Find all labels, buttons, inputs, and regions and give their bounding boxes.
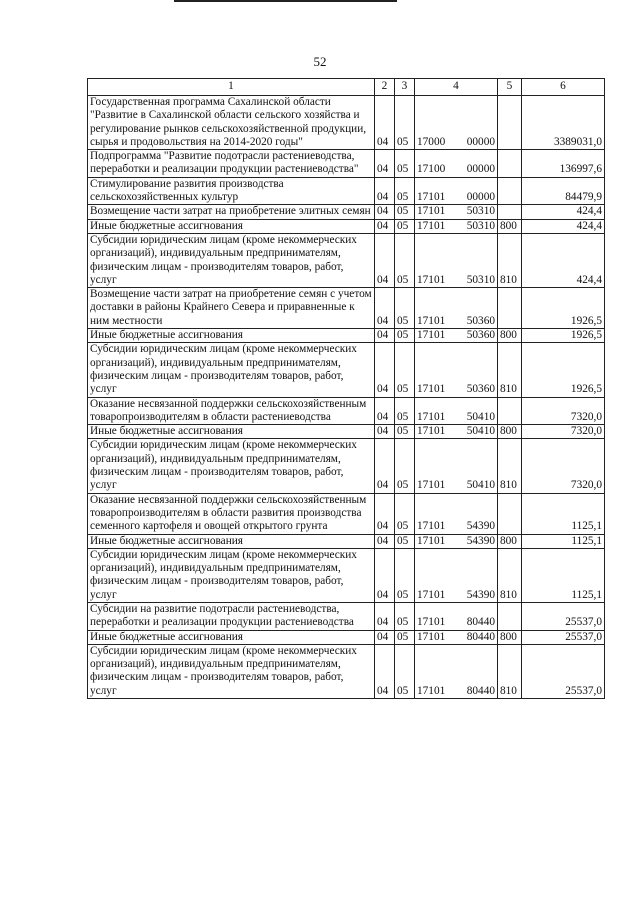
row-name: Оказание несвязанной поддержки сельскохозяйственным товаропроизводителям в области растениеводства — [90, 397, 367, 423]
row-target-article — [415, 425, 498, 439]
table-row — [88, 644, 605, 698]
table-row — [88, 329, 605, 343]
row-section: 04 — [375, 397, 395, 425]
row-name: Субсидии юридическим лицам (кроме некоммерческих организаций), индивидуальным предпринимателям, физическим лицам - производителям товаров, работ, услуг — [90, 548, 357, 601]
table-row — [88, 343, 605, 397]
row-program-code: 17101 — [417, 588, 446, 601]
row-expense-type: 810 — [498, 644, 522, 698]
row-name: Субсидии юридическим лицам (кроме некоммерческих организаций), индивидуальным предпринимателям, физическим лицам - производителям товаров, работ, услуг — [90, 644, 357, 697]
row-direction-code: 80440 — [466, 630, 495, 643]
row-section: 04 — [375, 205, 395, 219]
column-header: 2 — [375, 79, 395, 96]
row-name-cell — [88, 233, 375, 287]
row-subsection: 05 — [395, 397, 415, 425]
table-row — [88, 96, 605, 150]
row-section: 04 — [375, 343, 395, 397]
row-subsection: 05 — [395, 630, 415, 644]
row-target-article — [415, 602, 498, 630]
row-direction-code: 80440 — [466, 684, 495, 697]
row-program-code: 17101 — [417, 630, 446, 643]
row-name: Иные бюджетные ассигнования — [90, 425, 243, 438]
row-name: Возмещение части затрат на приобретение семян с учетом доставки в районы Крайнего Севера и приравненные к ним местности — [90, 288, 372, 327]
row-expense-type: 800 — [498, 329, 522, 343]
row-expense-type — [498, 177, 522, 205]
row-direction-code: 50410 — [466, 410, 495, 423]
row-direction-code: 00000 — [466, 163, 495, 176]
row-subsection: 05 — [395, 150, 415, 178]
row-expense-type: 800 — [498, 219, 522, 233]
row-subsection: 05 — [395, 548, 415, 602]
table-row — [88, 534, 605, 548]
row-program-code: 17101 — [417, 534, 446, 547]
row-program-code: 17101 — [417, 684, 446, 697]
row-section: 04 — [375, 602, 395, 630]
top-rule — [174, 0, 397, 2]
row-expense-type — [498, 397, 522, 425]
row-section: 04 — [375, 150, 395, 178]
row-subsection: 05 — [395, 425, 415, 439]
row-expense-type: 800 — [498, 425, 522, 439]
row-expense-type — [498, 205, 522, 219]
table-row — [88, 548, 605, 602]
row-program-code: 17100 — [417, 163, 446, 176]
row-subsection: 05 — [395, 343, 415, 397]
row-subsection: 05 — [395, 96, 415, 150]
row-program-code: 17101 — [417, 383, 446, 396]
row-name: Иные бюджетные ассигнования — [90, 534, 243, 547]
row-amount: 1125,1 — [522, 493, 605, 534]
row-amount: 1125,1 — [522, 548, 605, 602]
row-program-code: 17101 — [417, 191, 446, 204]
table-row — [88, 219, 605, 233]
row-subsection: 05 — [395, 288, 415, 329]
row-section: 04 — [375, 329, 395, 343]
row-name: Субсидии юридическим лицам (кроме некоммерческих организаций), индивидуальным предпринимателям, физическим лицам - производителям товаров, работ, услуг — [90, 343, 357, 396]
row-target-article — [415, 150, 498, 178]
row-direction-code: 50360 — [466, 383, 495, 396]
table-row — [88, 630, 605, 644]
row-target-article — [415, 548, 498, 602]
row-target-article — [415, 177, 498, 205]
row-name-cell — [88, 96, 375, 150]
row-target-article — [415, 534, 498, 548]
row-program-code: 17101 — [417, 219, 446, 232]
row-expense-type: 810 — [498, 548, 522, 602]
row-amount: 7320,0 — [522, 425, 605, 439]
row-target-article — [415, 96, 498, 150]
table-row — [88, 150, 605, 178]
row-subsection: 05 — [395, 602, 415, 630]
row-section: 04 — [375, 630, 395, 644]
table-row — [88, 425, 605, 439]
row-subsection: 05 — [395, 205, 415, 219]
table-row — [88, 397, 605, 425]
row-name-cell — [88, 644, 375, 698]
row-subsection: 05 — [395, 439, 415, 493]
row-direction-code: 50310 — [466, 273, 495, 286]
row-section: 04 — [375, 425, 395, 439]
table-row — [88, 493, 605, 534]
row-name-cell — [88, 219, 375, 233]
row-target-article — [415, 630, 498, 644]
row-amount: 25537,0 — [522, 644, 605, 698]
table-row — [88, 233, 605, 287]
row-subsection: 05 — [395, 534, 415, 548]
row-section: 04 — [375, 534, 395, 548]
row-program-code: 17101 — [417, 273, 446, 286]
row-expense-type — [498, 150, 522, 178]
row-amount: 1926,5 — [522, 343, 605, 397]
row-expense-type: 810 — [498, 233, 522, 287]
row-program-code: 17101 — [417, 410, 446, 423]
table-row — [88, 439, 605, 493]
row-section: 04 — [375, 644, 395, 698]
row-target-article — [415, 493, 498, 534]
row-direction-code: 54390 — [466, 520, 495, 533]
row-subsection: 05 — [395, 644, 415, 698]
row-target-article — [415, 329, 498, 343]
row-name-cell — [88, 548, 375, 602]
row-section: 04 — [375, 548, 395, 602]
row-subsection: 05 — [395, 233, 415, 287]
row-amount: 1125,1 — [522, 534, 605, 548]
row-amount: 7320,0 — [522, 397, 605, 425]
row-name-cell — [88, 343, 375, 397]
row-amount: 424,4 — [522, 233, 605, 287]
row-expense-type — [498, 602, 522, 630]
row-name-cell — [88, 425, 375, 439]
row-direction-code: 54390 — [466, 588, 495, 601]
row-direction-code: 50360 — [466, 314, 495, 327]
row-direction-code: 54390 — [466, 534, 495, 547]
row-amount: 25537,0 — [522, 630, 605, 644]
row-direction-code: 00000 — [466, 191, 495, 204]
row-subsection: 05 — [395, 219, 415, 233]
column-header: 1 — [88, 79, 375, 96]
row-target-article — [415, 205, 498, 219]
row-target-article — [415, 233, 498, 287]
row-target-article — [415, 219, 498, 233]
row-program-code: 17101 — [417, 205, 446, 218]
row-name-cell — [88, 397, 375, 425]
row-name: Государственная программа Сахалинской области "Развитие в Сахалинской области сельского хозяйства и регулирование рынков сельскохозяйственной продукции, сырья и продовольствия на 2014-2020 годы" — [90, 96, 367, 148]
row-expense-type: 810 — [498, 343, 522, 397]
row-amount: 84479,9 — [522, 177, 605, 205]
row-name: Оказание несвязанной поддержки сельскохозяйственным товаропроизводителям в области развития производства семенного картофеля и овощей открытого грунта — [90, 493, 367, 533]
row-name: Иные бюджетные ассигнования — [90, 630, 243, 643]
row-target-article — [415, 439, 498, 493]
row-section: 04 — [375, 493, 395, 534]
table-row — [88, 177, 605, 205]
row-amount: 136997,6 — [522, 150, 605, 178]
row-section: 04 — [375, 177, 395, 205]
row-name-cell — [88, 329, 375, 343]
row-program-code: 17101 — [417, 616, 446, 629]
row-name: Стимулирование развития производства сельскохозяйственных культур — [90, 177, 284, 204]
row-target-article — [415, 288, 498, 329]
row-direction-code: 50410 — [466, 479, 495, 492]
row-name-cell — [88, 493, 375, 534]
row-target-article — [415, 343, 498, 397]
page-number: 52 — [313, 54, 327, 69]
row-section: 04 — [375, 288, 395, 329]
row-subsection: 05 — [395, 493, 415, 534]
row-amount: 424,4 — [522, 219, 605, 233]
row-name-cell — [88, 534, 375, 548]
row-program-code: 17000 — [417, 135, 446, 148]
row-section: 04 — [375, 96, 395, 150]
row-expense-type — [498, 288, 522, 329]
column-header: 3 — [395, 79, 415, 96]
row-name-cell — [88, 177, 375, 205]
row-name-cell — [88, 630, 375, 644]
row-expense-type — [498, 493, 522, 534]
row-direction-code: 50310 — [466, 205, 495, 218]
budget-table — [87, 78, 605, 699]
row-amount: 7320,0 — [522, 439, 605, 493]
row-expense-type: 800 — [498, 630, 522, 644]
row-name: Иные бюджетные ассигнования — [90, 329, 243, 342]
row-name-cell — [88, 439, 375, 493]
row-name: Субсидии юридическим лицам (кроме некоммерческих организаций), индивидуальным предпринимателям, физическим лицам - производителям товаров, работ, услуг — [90, 233, 357, 286]
row-name-cell — [88, 602, 375, 630]
row-direction-code: 50360 — [466, 329, 495, 342]
row-direction-code: 50410 — [466, 425, 495, 438]
row-program-code: 17101 — [417, 329, 446, 342]
row-name-cell — [88, 150, 375, 178]
row-direction-code: 80440 — [466, 616, 495, 629]
table-row — [88, 602, 605, 630]
row-target-article — [415, 644, 498, 698]
row-name-cell — [88, 288, 375, 329]
row-name-cell — [88, 205, 375, 219]
row-name: Субсидии на развитие подотрасли растениеводства, переработки и реализации продукции растениеводства — [90, 602, 354, 629]
row-section: 04 — [375, 439, 395, 493]
column-header: 4 — [415, 79, 498, 96]
row-expense-type: 810 — [498, 439, 522, 493]
row-amount: 424,4 — [522, 205, 605, 219]
row-amount: 1926,5 — [522, 329, 605, 343]
row-program-code: 17101 — [417, 520, 446, 533]
column-header: 6 — [522, 79, 605, 96]
row-name: Иные бюджетные ассигнования — [90, 219, 243, 232]
row-amount: 25537,0 — [522, 602, 605, 630]
row-direction-code: 50310 — [466, 219, 495, 232]
row-section: 04 — [375, 219, 395, 233]
row-target-article — [415, 397, 498, 425]
table-row — [88, 205, 605, 219]
row-amount: 3389031,0 — [522, 96, 605, 150]
row-program-code: 17101 — [417, 425, 446, 438]
row-amount: 1926,5 — [522, 288, 605, 329]
row-subsection: 05 — [395, 329, 415, 343]
row-subsection: 05 — [395, 177, 415, 205]
row-program-code: 17101 — [417, 479, 446, 492]
row-name: Подпрограмма "Развитие подотрасли растениеводства, переработки и реализации продукции растениеводства" — [90, 150, 359, 176]
row-expense-type — [498, 96, 522, 150]
row-direction-code: 00000 — [466, 135, 495, 148]
row-program-code: 17101 — [417, 314, 446, 327]
table-row — [88, 288, 605, 329]
row-section: 04 — [375, 233, 395, 287]
column-header: 5 — [498, 79, 522, 96]
row-name: Возмещение части затрат на приобретение элитных семян — [90, 205, 371, 218]
row-expense-type: 800 — [498, 534, 522, 548]
header-row — [88, 79, 605, 96]
row-name: Субсидии юридическим лицам (кроме некоммерческих организаций), индивидуальным предпринимателям, физическим лицам - производителям товаров, работ, услуг — [90, 439, 357, 492]
